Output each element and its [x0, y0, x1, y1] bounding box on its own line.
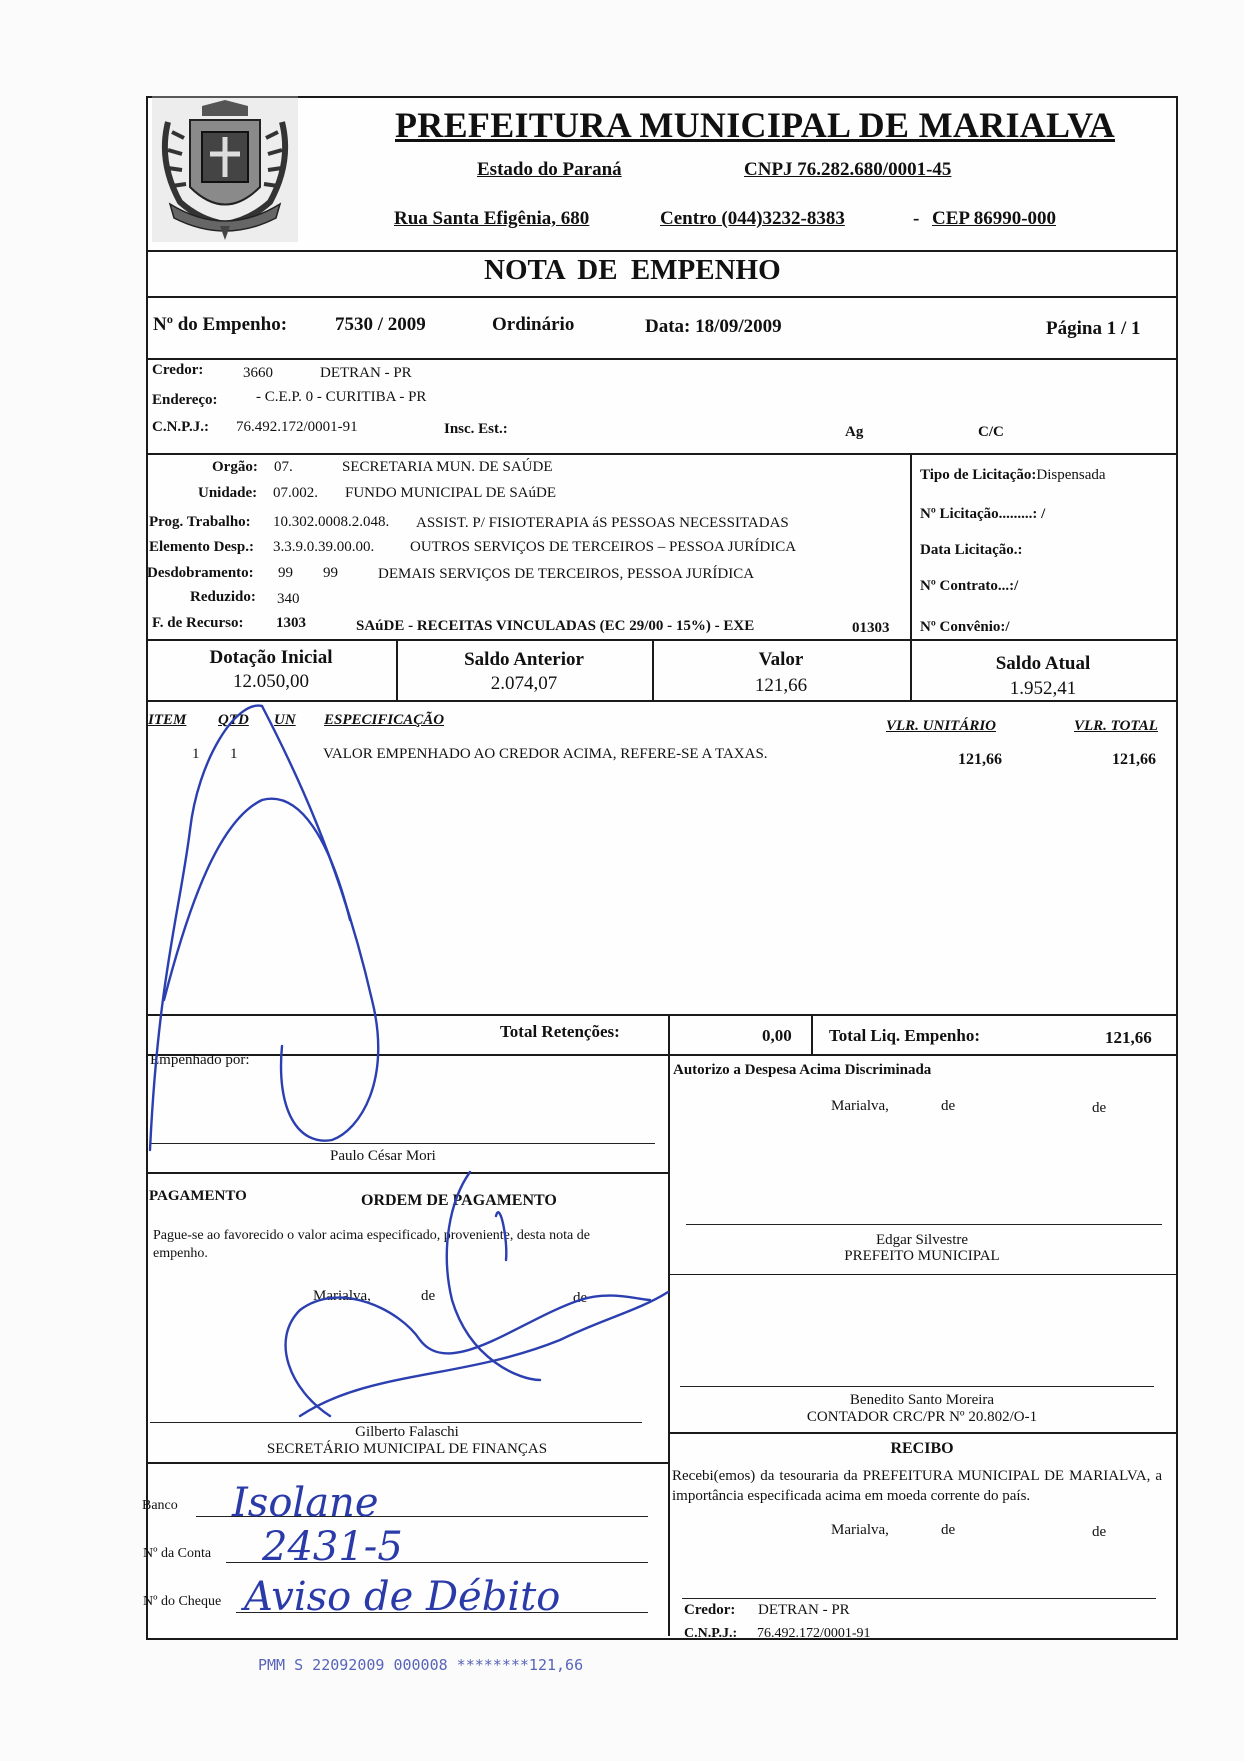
address-separator: - — [913, 208, 920, 229]
secretario-name: Gilberto Falaschi — [355, 1424, 459, 1440]
dotacao-inicial-label: Dotação Inicial — [209, 647, 333, 668]
coat-of-arms-logo — [150, 92, 300, 244]
empenhado-por-label: Empenhado por: — [150, 1052, 250, 1068]
pagamento-de-1: de — [421, 1288, 436, 1304]
cnpj-label: C.N.P.J.: — [152, 419, 209, 435]
elemento-code: 3.3.9.0.39.00.00. — [273, 539, 375, 555]
convenio-number: Nº Convênio:/ — [920, 619, 1010, 635]
total-retencoes-label: Total Retenções: — [500, 1022, 620, 1041]
spec-col-header: ESPECIFICAÇÃO — [324, 712, 445, 728]
prog-code: 10.302.0008.2.048. — [273, 514, 390, 530]
contador-signature-block — [668, 1392, 1176, 1426]
street-address: Rua Santa Efigênia, 680 — [394, 208, 590, 229]
unidade-name: FUNDO MUNICIPAL DE SAúDE — [345, 485, 556, 501]
licitacao-numero: Nº Licitação.........: / — [920, 506, 1046, 522]
document-title: NOTA DE EMPENHO — [484, 254, 781, 286]
autorizo-de-2: de — [1092, 1100, 1107, 1116]
autorizo-title: Autorizo a Despesa Acima Discriminada — [673, 1062, 932, 1078]
credor-label: Credor: — [152, 362, 204, 378]
desdobramento-label: Desdobramento: — [147, 565, 254, 581]
unidade-code: 07.002. — [273, 485, 318, 501]
valor-label: Valor — [758, 649, 804, 670]
orgao-label: Orgão: — [212, 459, 258, 475]
row-unit-value: 121,66 — [958, 751, 1002, 768]
pagamento-de-2: de — [573, 1290, 588, 1306]
elemento-name: OUTROS SERVIÇOS DE TERCEIROS – PESSOA JURÍDICA — [410, 539, 797, 555]
autorizo-de-1: de — [941, 1098, 956, 1114]
empenhado-signer: Paulo César Mori — [330, 1148, 436, 1164]
saldo-atual-value: 1.952,41 — [1009, 678, 1077, 699]
credor-cnpj: 76.492.172/0001-91 — [236, 419, 358, 435]
endereco-value: - C.E.P. 0 - CURITIBA - PR — [256, 389, 427, 405]
prefeito-role: PREFEITO MUNICIPAL — [844, 1248, 1000, 1264]
total-liquido-label: Total Liq. Empenho: — [829, 1026, 980, 1045]
total-value-col-header: VLR. TOTAL — [1074, 718, 1158, 734]
banco-label: Banco — [142, 1498, 178, 1513]
banco-handwriting: Isolane — [232, 1480, 379, 1526]
empenho-number-label: Nº do Empenho: — [153, 314, 288, 335]
desdobramento-name: DEMAIS SERVIÇOS DE TERCEIROS, PESSOA JURÍDICA — [378, 566, 755, 582]
payment-stamp: PMM S 22092009 000008 ********121,66 — [258, 1656, 584, 1674]
pagamento-text: Pague-se ao favorecido o valor acima especificado, proveniente, desta nota de empenho. — [153, 1228, 590, 1261]
row-spec: VALOR EMPENHADO AO CREDOR ACIMA, REFERE-SE A TAXAS. — [323, 746, 768, 762]
orgao-code: 07. — [274, 459, 293, 475]
elemento-label: Elemento Desp.: — [149, 539, 254, 555]
qtd-col-header: QTD — [218, 712, 249, 728]
contador-name: Benedito Santo Moreira — [849, 1392, 995, 1408]
reduzido-value: 340 — [277, 591, 300, 607]
recurso-name: SAúDE - RECEITAS VINCULADAS (EC 29/00 - 15%) - EXE — [356, 618, 755, 634]
valor-value: 121,66 — [754, 675, 808, 696]
conta-label: Nº da Conta — [143, 1546, 212, 1561]
unidade-label: Unidade: — [198, 485, 258, 501]
saldo-atual-label: Saldo Atual — [995, 653, 1091, 674]
agency-label: Ag — [845, 424, 864, 440]
recurso-code: 1303 — [276, 615, 306, 631]
item-col-header: ITEM — [148, 712, 187, 728]
empenho-date: Data: 18/09/2009 — [645, 316, 782, 337]
total-liquido-value: 121,66 — [1105, 1028, 1152, 1047]
endereco-label: Endereço: — [152, 392, 218, 408]
contrato-number: Nº Contrato...:/ — [920, 578, 1019, 594]
cep: CEP 86990-000 — [932, 208, 1057, 229]
row-total-value: 121,66 — [1112, 751, 1156, 768]
reduzido-label: Reduzido: — [190, 589, 256, 605]
cheque-handwriting: Aviso de Débito — [244, 1574, 561, 1620]
conta-handwriting: 2431-5 — [262, 1524, 403, 1570]
recurso-label: F. de Recurso: — [152, 615, 244, 631]
municipal-cnpj: CNPJ 76.282.680/0001-45 — [744, 159, 952, 180]
prefeito-name: Edgar Silvestre — [875, 1232, 969, 1248]
dotacao-inicial-value: 12.050,00 — [233, 671, 309, 692]
saldo-anterior-label: Saldo Anterior — [464, 649, 584, 670]
recibo-title: RECIBO — [890, 1440, 954, 1457]
secretario-role: SECRETÁRIO MUNICIPAL DE FINANÇAS — [266, 1441, 548, 1457]
cheque-label: Nº do Cheque — [143, 1594, 222, 1609]
recibo-credor-label: Credor: — [684, 1602, 736, 1618]
autorizo-city: Marialva, — [831, 1098, 889, 1114]
recibo-text: Recebi(emos) da tesouraria da PREFEITURA MUNICIPAL DE MARIALVA, a importância especificada acima em moeda corrente do país. — [672, 1468, 1162, 1504]
desdobramento-code-2: 99 — [323, 565, 338, 581]
credor-name: DETRAN - PR — [320, 365, 412, 381]
contador-role: CONTADOR CRC/PR Nº 20.802/O-1 — [806, 1409, 1038, 1425]
saldo-anterior-value: 2.074,07 — [490, 673, 558, 694]
state-name: Estado do Paraná — [477, 159, 622, 180]
prog-name: ASSIST. P/ FISIOTERAPIA áS PESSOAS NECESSITADAS — [416, 515, 789, 531]
insc-est-label: Insc. Est.: — [444, 421, 508, 437]
empenho-type: Ordinário — [492, 314, 575, 335]
account-label: C/C — [978, 424, 1004, 440]
prefeito-signature-block — [668, 1232, 1176, 1264]
recibo-cnpj: 76.492.172/0001-91 — [757, 1626, 871, 1641]
prog-label: Prog. Trabalho: — [149, 514, 251, 530]
total-retencoes-value: 0,00 — [762, 1026, 792, 1045]
recibo-cnpj-label: C.N.P.J.: — [684, 1626, 738, 1641]
row-item: 1 — [192, 746, 200, 762]
ordem-pagamento-title: ORDEM DE PAGAMENTO — [361, 1192, 557, 1209]
recibo-city: Marialva, — [831, 1522, 889, 1538]
secretario-signature-block — [146, 1424, 668, 1458]
unit-value-col-header: VLR. UNITÁRIO — [886, 718, 997, 734]
credor-code: 3660 — [243, 365, 273, 381]
row-qtd: 1 — [230, 746, 238, 762]
pagamento-label: PAGAMENTO — [149, 1188, 247, 1204]
page-number: Página 1 / 1 — [1046, 318, 1141, 339]
licitacao-data: Data Licitação.: — [920, 542, 1023, 558]
recurso-code-2: 01303 — [852, 620, 890, 636]
desdobramento-code-1: 99 — [278, 565, 293, 581]
recibo-credor-name: DETRAN - PR — [758, 1602, 850, 1618]
empenho-number: 7530 / 2009 — [335, 314, 426, 335]
un-col-header: UN — [274, 712, 296, 728]
page-title: PREFEITURA MUNICIPAL DE MARIALVA — [395, 105, 1116, 145]
pagamento-city: Marialva, — [313, 1288, 371, 1304]
licitacao-tipo: Tipo de Licitação:Dispensada — [920, 467, 1106, 483]
recibo-de-1: de — [941, 1522, 956, 1538]
recibo-de-2: de — [1092, 1524, 1107, 1540]
orgao-name: SECRETARIA MUN. DE SAÚDE — [342, 459, 553, 475]
district-phone: Centro (044)3232-8383 — [660, 208, 845, 229]
